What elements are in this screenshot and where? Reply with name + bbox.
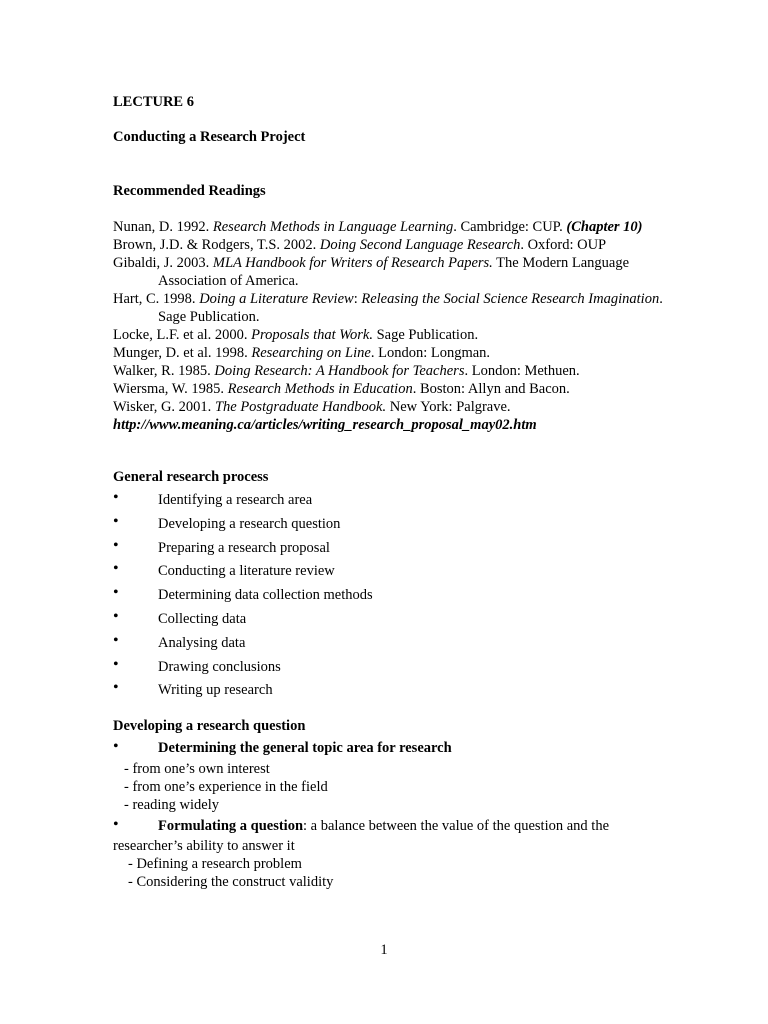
formulate-continuation: researcher’s ability to answer it [113, 838, 295, 854]
bullet-icon: • [113, 560, 119, 578]
reference-item: Gibaldi, J. 2003. MLA Handbook for Writers of Research Papers. The Modern Language Association of America. [113, 255, 630, 289]
list-item: • Determining data collection methods [113, 584, 373, 604]
reference-item: Walker, R. 1985. Doing Research: A Handbook for Teachers. London: Methuen. [113, 363, 580, 379]
list-item: • Identifying a research area [113, 489, 313, 508]
reference-item: Hart, C. 1998. Doing a Literature Review: Releasing the Social Science Research Imagination. Sage Publication. [113, 291, 663, 325]
list-item: • Drawing conclusions [113, 655, 281, 675]
topic-sub-item: - reading widely [124, 797, 220, 813]
topic-sub-item: - from one’s own interest [124, 761, 270, 777]
list-item: • Writing up research [113, 679, 273, 699]
formulate-point: • Formulating a question: a balance between the value of the question and the [113, 816, 610, 834]
formulate-sub-item: - Defining a research problem [128, 856, 302, 872]
bullet-icon: • [113, 584, 119, 602]
bullet-icon: • [113, 536, 119, 554]
bullet-icon: • [113, 631, 119, 649]
topic-point: • Determining the general topic area for research [113, 738, 452, 756]
page-number: 1 [380, 942, 388, 958]
reference-item: Wisker, G. 2001. The Postgraduate Handbook. New York: Palgrave. [113, 399, 511, 415]
reference-item: Munger, D. et al. 1998. Researching on Line. London: Longman. [113, 345, 491, 361]
list-item: • Conducting a literature review [113, 560, 335, 580]
reference-item: Nunan, D. 1992. Research Methods in Language Learning. Cambridge: CUP. (Chapter 10) [113, 219, 643, 235]
reference-list [113, 218, 673, 434]
list-item: • Analysing data [113, 631, 246, 651]
list-item: • Developing a research question [113, 512, 341, 532]
process-steps-list [113, 490, 373, 704]
list-item: • Collecting data [113, 607, 247, 627]
bullet-icon: • [113, 512, 119, 530]
reference-url-link[interactable]: http://www.meaning.ca/articles/writing_research_proposal_may02.htm [113, 417, 537, 433]
bullet-icon: • [113, 679, 119, 697]
bullet-icon: • [113, 489, 119, 506]
bullet-icon: • [113, 816, 119, 833]
bullet-icon: • [113, 607, 119, 625]
topic-sub-item: - from one’s experience in the field [124, 779, 328, 795]
formulate-sub-item: - Considering the construct validity [128, 874, 334, 890]
bullet-icon: • [113, 655, 119, 673]
reference-item: Wiersma, W. 1985. Research Methods in Education. Boston: Allyn and Bacon. [113, 381, 570, 397]
lecture-label: LECTURE 6 [113, 94, 194, 110]
reference-item: Locke, L.F. et al. 2000. Proposals that Work. Sage Publication. [113, 327, 479, 343]
reference-item: Brown, J.D. & Rodgers, T.S. 2002. Doing Second Language Research. Oxford: OUP [113, 237, 607, 253]
list-item: • Preparing a research proposal [113, 536, 330, 556]
readings-heading: Recommended Readings [113, 183, 266, 199]
page-title: Conducting a Research Project [113, 129, 306, 145]
bullet-icon: • [113, 738, 119, 755]
question-heading: Developing a research question [113, 718, 306, 734]
process-heading: General research process [113, 469, 269, 485]
